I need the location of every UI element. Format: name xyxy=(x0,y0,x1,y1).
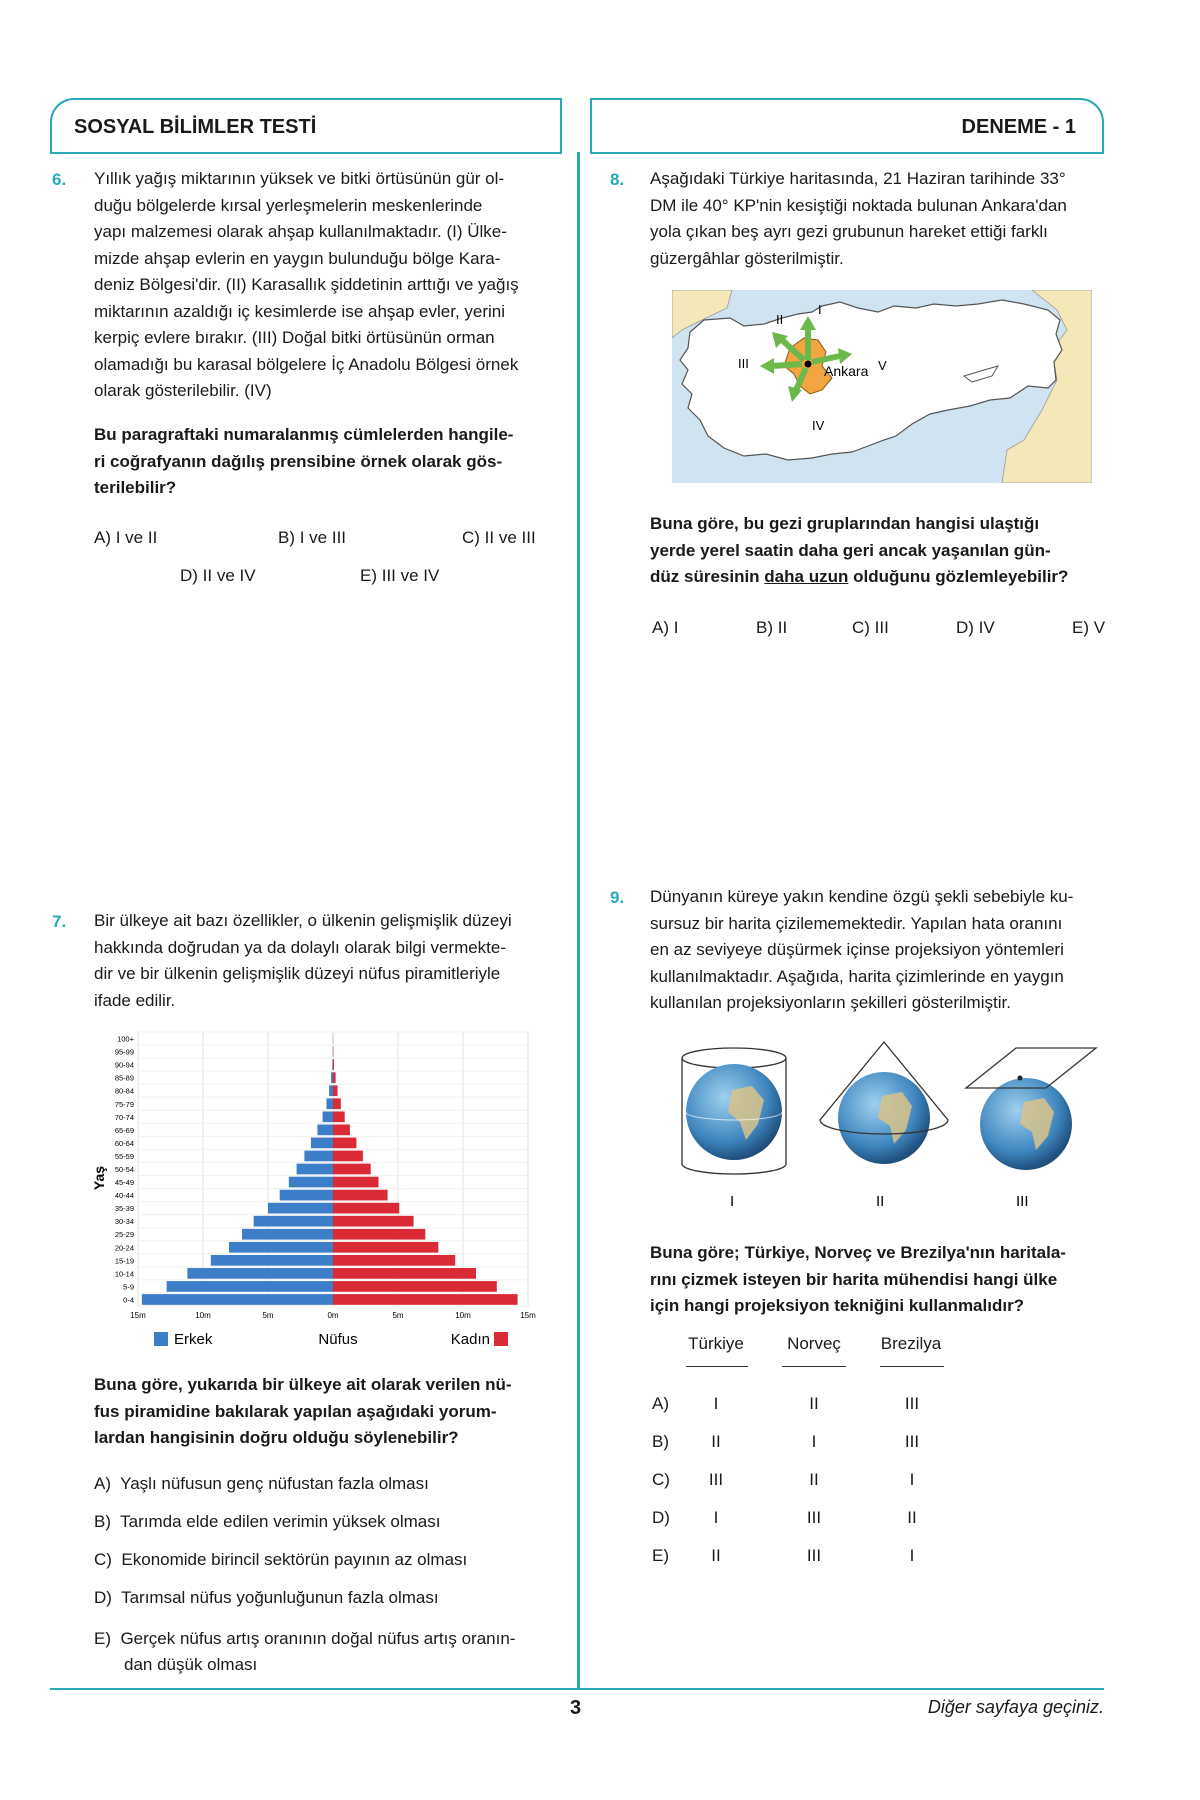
tangent-point xyxy=(1018,1076,1023,1081)
q7-question-line: Buna göre, yukarıda bir ülkeye ait olarak verilen nü- xyxy=(94,1375,512,1394)
y-tick-label: 80-84 xyxy=(114,1086,134,1096)
header-left xyxy=(50,98,562,154)
bar-kadin-0-4 xyxy=(333,1294,518,1305)
cylinder-bottom xyxy=(682,1164,786,1174)
table-header-rule xyxy=(880,1366,944,1367)
option-text: Tarımsal nüfus yoğunluğunun fazla olması xyxy=(121,1588,439,1607)
q7-option-e[interactable] xyxy=(94,1626,515,1678)
bar-kadin-15-19 xyxy=(333,1255,455,1266)
bar-kadin-20-24 xyxy=(333,1242,438,1253)
option-letter: B) xyxy=(94,1512,111,1531)
q6-question-line: Bu paragraftaki numaralanmış cümlelerden hangile- xyxy=(94,425,514,444)
q6-number: 6. xyxy=(52,170,67,189)
y-tick-label: 50-54 xyxy=(114,1165,134,1174)
bar-kadin-90-94 xyxy=(333,1059,334,1070)
bar-erkek-5-9 xyxy=(167,1281,333,1292)
bar-kadin-30-34 xyxy=(333,1216,414,1227)
q9-line: en az seviyeye düşürmek içinse projeksiyon yöntemleri xyxy=(650,940,1064,959)
q8-option-c[interactable]: C) III xyxy=(852,618,889,637)
option-letter: D) xyxy=(94,1588,112,1607)
q6-option-c[interactable]: C) II ve III xyxy=(462,528,536,547)
q7-option-c[interactable] xyxy=(94,1550,467,1570)
legend-kadin-swatch xyxy=(494,1332,508,1346)
page-number: 3 xyxy=(570,1697,582,1719)
bar-kadin-75-79 xyxy=(333,1098,341,1109)
q7-question xyxy=(94,1372,546,1452)
bar-erkek-80-84 xyxy=(329,1085,333,1096)
footer-rule xyxy=(50,1688,1104,1690)
bar-kadin-65-69 xyxy=(333,1125,350,1136)
y-tick-label: 75-79 xyxy=(114,1099,134,1109)
projection-label-ii: II xyxy=(876,1193,885,1210)
q6-line: mizde ahşap evlerin en yaygın bulunduğu bölge Kara- xyxy=(94,248,501,268)
y-tick-label: 60-64 xyxy=(114,1138,134,1148)
bar-kadin-25-29 xyxy=(333,1229,425,1240)
x-tick-label: 15m xyxy=(520,1311,536,1320)
q9-paragraph xyxy=(650,884,1104,1017)
option-text-cont: dan düşük olması xyxy=(124,1655,258,1674)
y-tick-label: 90-94 xyxy=(114,1060,134,1070)
q6-question-line: ri coğrafyanın dağılış prensibine örnek olarak gös- xyxy=(94,451,503,471)
table-cell: I xyxy=(713,1508,719,1527)
table-header-brezilya: Brezilya xyxy=(880,1334,942,1353)
bar-erkek-55-59 xyxy=(304,1151,333,1162)
projection-cylindrical xyxy=(682,1048,786,1174)
option-text: Gerçek nüfus artış oranının doğal nüfus artış oranın- xyxy=(120,1629,516,1648)
bar-erkek-70-74 xyxy=(323,1111,333,1122)
table-cell: III xyxy=(904,1394,920,1413)
table-cell: I xyxy=(713,1394,719,1413)
q9-question-line: için hangi projeksiyon tekniğini kullanmalıdır? xyxy=(650,1296,1025,1315)
y-tick-label: 70-74 xyxy=(114,1112,134,1122)
table-header-turkiye: Türkiye xyxy=(688,1334,744,1353)
next-page-note: Diğer sayfaya geçiniz. xyxy=(927,1697,1104,1717)
bar-erkek-0-4 xyxy=(142,1294,333,1305)
q6-paragraph xyxy=(94,166,546,405)
projection-label-iii: III xyxy=(1016,1193,1029,1210)
q9-question-line: Buna göre; Türkiye, Norveç ve Brezilya'nın haritala- xyxy=(650,1243,1066,1262)
q8-option-d[interactable]: D) IV xyxy=(956,618,995,637)
bar-erkek-75-79 xyxy=(327,1098,334,1109)
table-cell: II xyxy=(907,1508,917,1527)
bar-erkek-15-19 xyxy=(211,1255,333,1266)
bar-erkek-50-54 xyxy=(297,1164,333,1175)
bar-kadin-60-64 xyxy=(333,1138,356,1149)
q9-line: sursuz bir harita çizilememektedir. Yapılan hata oranını xyxy=(650,913,1063,933)
bar-kadin-55-59 xyxy=(333,1151,363,1162)
table-cell: II xyxy=(809,1394,819,1413)
x-tick-label: 5m xyxy=(262,1311,274,1320)
projection-azimuthal xyxy=(966,1048,1096,1170)
q6-line: duğu bölgelerde kırsal yerleşmelerin meskenlerinde xyxy=(94,195,483,215)
bar-erkek-30-34 xyxy=(254,1216,333,1227)
q8-q-underline: daha uzun xyxy=(764,567,849,586)
map-label-iii: III xyxy=(738,356,749,371)
population-pyramid-chart xyxy=(88,1030,538,1360)
bar-erkek-35-39 xyxy=(268,1203,333,1214)
q9-line: kullanılmaktadır. Aşağıda, harita çizimlerinde en yaygın xyxy=(650,966,1064,986)
q9-question xyxy=(650,1240,1104,1320)
bar-erkek-40-44 xyxy=(280,1190,333,1201)
y-tick-label: 95-99 xyxy=(114,1047,134,1057)
y-tick-label: 20-24 xyxy=(114,1243,134,1253)
y-tick-label: 85-89 xyxy=(114,1073,134,1083)
projection-conic xyxy=(820,1042,948,1164)
q6-question xyxy=(94,422,546,502)
bar-kadin-70-74 xyxy=(333,1111,345,1122)
bar-erkek-85-89 xyxy=(331,1072,333,1083)
q8-question-line: Buna göre, bu gezi gruplarından hangisi ulaştığı xyxy=(650,514,1040,533)
q6-option-a[interactable]: A) I ve II xyxy=(94,528,158,547)
q7-paragraph xyxy=(94,908,546,1014)
table-cell: III xyxy=(708,1470,724,1489)
q8-line: DM ile 40° KP'nin kesiştiği noktada bulunan Ankara'dan xyxy=(650,195,1067,215)
y-tick-label: 45-49 xyxy=(114,1178,134,1188)
q9-option-c[interactable]: C) xyxy=(652,1470,670,1489)
map-label-iv: IV xyxy=(812,418,825,433)
q8-question-line3 xyxy=(650,564,1104,591)
q6-line: deniz Bölgesi'dir. (II) Karasallık şiddetinin arttığı ve yağış xyxy=(94,275,519,294)
y-tick-label: 35-39 xyxy=(114,1204,134,1214)
option-letter: A) xyxy=(94,1474,111,1493)
q8-q-part: olduğunu gözlemleyebilir? xyxy=(848,567,1069,586)
q8-line: yola çıkan beş ayrı gezi grubunun hareket ettiği farklı xyxy=(650,222,1048,241)
projection-illustrations xyxy=(672,1040,1102,1220)
q7-number: 7. xyxy=(52,912,67,931)
legend-erkek-label: Erkek xyxy=(174,1331,213,1348)
x-tick-label: 15m xyxy=(130,1311,146,1320)
y-tick-label: 55-59 xyxy=(114,1151,134,1161)
q9-option-b[interactable]: B) xyxy=(652,1432,669,1451)
option-letter: E) xyxy=(94,1629,111,1648)
table-header-norvec: Norveç xyxy=(787,1334,841,1353)
q6-option-e[interactable]: E) III ve IV xyxy=(360,566,440,585)
q6-question-line: terilebilir? xyxy=(94,478,177,497)
q8-line: Aşağıdaki Türkiye haritasında, 21 Haziran tarihinde 33° xyxy=(650,169,1066,188)
map-label-ii: II xyxy=(776,312,784,327)
table-header-rule xyxy=(686,1366,748,1367)
table-cell: I xyxy=(811,1432,817,1451)
test-title: SOSYAL BİLİMLER TESTİ xyxy=(74,116,317,138)
x-tick-label: 5m xyxy=(392,1311,404,1320)
bar-erkek-25-29 xyxy=(242,1229,333,1240)
q6-option-b[interactable]: B) I ve III xyxy=(278,528,347,547)
y-tick-label: 40-44 xyxy=(114,1191,134,1201)
column-divider xyxy=(577,152,580,1690)
map-label-i: I xyxy=(818,302,822,317)
bar-kadin-80-84 xyxy=(333,1085,338,1096)
q7-line: Bir ülkeye ait bazı özellikler, o ülkenin gelişmişlik düzeyi xyxy=(94,911,512,930)
table-cell: II xyxy=(809,1470,819,1489)
option-text: Yaşlı nüfusun genç nüfustan fazla olması xyxy=(120,1474,429,1493)
option-text: Ekonomide birincil sektörün payının az olması xyxy=(121,1550,468,1569)
q8-number: 8. xyxy=(610,170,625,189)
q7-line: hakkında doğrudan ya da dolaylı olarak bilgi vermekte- xyxy=(94,937,507,957)
q9-line: Dünyanın küreye yakın kendine özgü şekli sebebiyle ku- xyxy=(650,887,1074,906)
bar-erkek-60-64 xyxy=(311,1138,333,1149)
q8-option-b[interactable]: B) II xyxy=(756,618,788,637)
bar-kadin-50-54 xyxy=(333,1164,371,1175)
q8-q-part: düz süresinin xyxy=(650,567,765,586)
table-cell: III xyxy=(806,1546,822,1565)
table-cell: III xyxy=(806,1508,822,1527)
x-tick-label: 0m xyxy=(327,1311,339,1320)
q9-number: 9. xyxy=(610,888,625,907)
table-cell: I xyxy=(909,1546,915,1565)
q7-line: dir ve bir ülkenin gelişmişlik düzeyi nüfus piramitleriyle xyxy=(94,964,501,983)
q7-option-d[interactable] xyxy=(94,1588,439,1608)
q6-line: olamadığı bu karasal bölgelere İç Anadolu Bölgesi örnek xyxy=(94,354,519,374)
map-label-v: V xyxy=(878,358,887,373)
y-axis-label: Yaş xyxy=(91,1165,107,1191)
y-tick-label: 65-69 xyxy=(114,1125,134,1135)
y-tick-label: 10-14 xyxy=(114,1269,134,1279)
x-tick-label: 10m xyxy=(195,1311,211,1320)
table-header-rule xyxy=(782,1366,846,1367)
q6-line: yapı malzemesi olarak ahşap kullanılmaktadır. (I) Ülke- xyxy=(94,222,507,241)
x-axis-label: Nüfus xyxy=(318,1331,358,1348)
q8-option-a[interactable]: A) I xyxy=(652,618,679,637)
q9-question-line: rını çizmek isteyen bir harita mühendisi hangi ülke xyxy=(650,1269,1058,1289)
turkey-map xyxy=(672,290,1092,483)
q9-line: kullanılan projeksiyonların şekilleri gösterilmiştir. xyxy=(650,993,1011,1012)
table-cell: II xyxy=(711,1546,721,1565)
y-tick-label: 15-19 xyxy=(114,1256,134,1266)
q7-line: ifade edilir. xyxy=(94,990,176,1010)
bar-kadin-35-39 xyxy=(333,1203,399,1214)
q6-line: kerpiç evlere bırakır. (III) Doğal bitki örtüsünün orman xyxy=(94,328,495,347)
q7-option-a[interactable] xyxy=(94,1474,429,1494)
legend-kadin-label: Kadın xyxy=(450,1331,490,1348)
map-label-ankara: Ankara xyxy=(824,363,869,379)
q8-line: güzergâhlar gösterilmiştir. xyxy=(650,248,844,268)
q8-option-e[interactable]: E) V xyxy=(1072,618,1106,637)
table-cell: II xyxy=(711,1432,721,1451)
q8-paragraph xyxy=(650,166,1104,272)
bar-erkek-90-94 xyxy=(332,1059,333,1070)
bar-erkek-10-14 xyxy=(187,1268,333,1279)
y-tick-label: 5-9 xyxy=(123,1282,134,1292)
q6-option-d[interactable]: D) II ve IV xyxy=(180,566,256,585)
q8-question-line: yerde yerel saatin daha geri ancak yaşanılan gün- xyxy=(650,540,1051,560)
q6-line: miktarının azaldığı iç kesimlerde ise ahşap evler, yerini xyxy=(94,301,506,321)
legend-erkek-swatch xyxy=(154,1332,168,1346)
bar-kadin-45-49 xyxy=(333,1177,379,1188)
q7-question-line: fus piramidine bakılarak yapılan aşağıdaki yorum- xyxy=(94,1401,497,1421)
bar-erkek-45-49 xyxy=(289,1177,333,1188)
y-tick-label: 25-29 xyxy=(114,1230,134,1240)
q9-option-a[interactable]: A) xyxy=(652,1394,669,1413)
x-tick-label: 10m xyxy=(455,1311,471,1320)
q6-line: Yıllık yağış miktarının yüksek ve bitki örtüsünün gür ol- xyxy=(94,169,505,188)
y-tick-label: 0-4 xyxy=(123,1295,134,1305)
bar-kadin-10-14 xyxy=(333,1268,476,1279)
bar-kadin-40-44 xyxy=(333,1190,388,1201)
exam-title: DENEME - 1 xyxy=(961,116,1076,138)
y-tick-label: 30-34 xyxy=(114,1217,134,1227)
q9-option-d[interactable]: D) xyxy=(652,1508,670,1527)
option-letter: C) xyxy=(94,1550,112,1569)
q9-option-e[interactable]: E) xyxy=(652,1546,669,1565)
projection-label-i: I xyxy=(730,1193,735,1210)
bar-erkek-65-69 xyxy=(317,1125,333,1136)
q7-option-b[interactable] xyxy=(94,1512,440,1532)
ankara-dot xyxy=(805,361,812,368)
table-cell: III xyxy=(904,1432,920,1451)
q7-question-line: lardan hangisinin doğru olduğu söylenebilir? xyxy=(94,1428,459,1447)
y-tick-label: 100+ xyxy=(117,1034,134,1044)
header-right xyxy=(590,98,1104,154)
q6-line: olarak gösterilebilir. (IV) xyxy=(94,381,272,400)
q8-question xyxy=(650,511,1104,591)
bar-kadin-5-9 xyxy=(333,1281,497,1292)
option-text: Tarımda elde edilen verimin yüksek olması xyxy=(120,1512,441,1531)
bar-erkek-20-24 xyxy=(229,1242,333,1253)
route-arrow-iii xyxy=(772,364,802,366)
table-cell: I xyxy=(909,1470,915,1489)
bar-kadin-85-89 xyxy=(333,1072,336,1083)
